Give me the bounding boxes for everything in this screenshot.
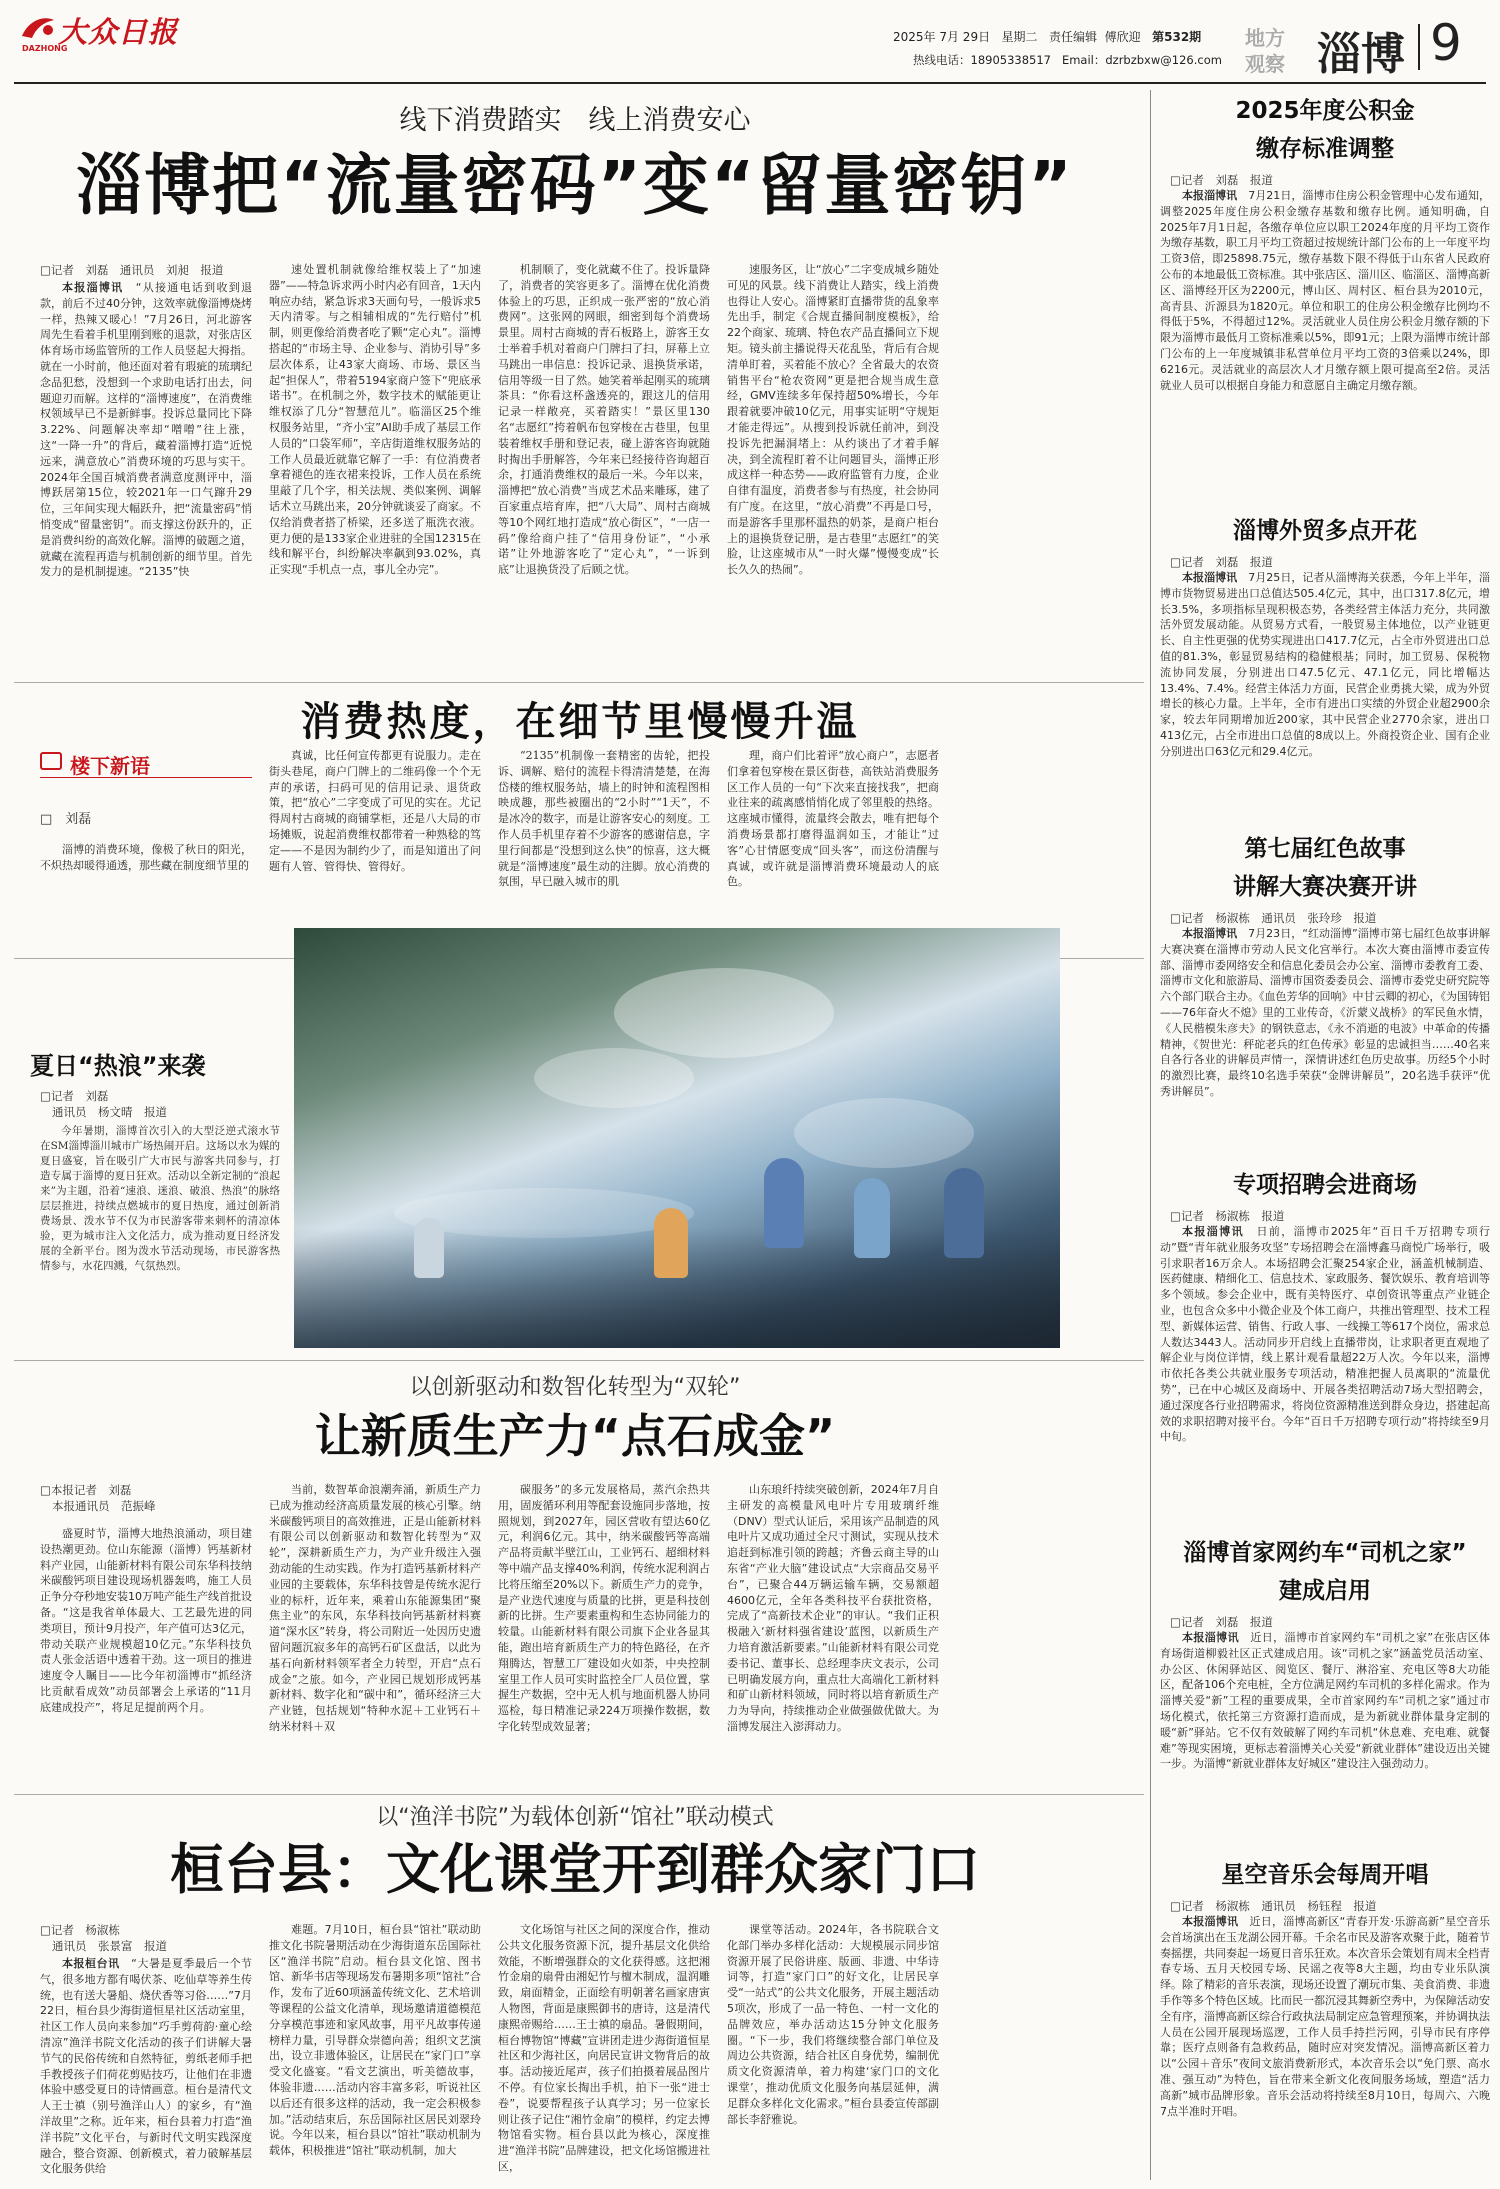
lead-kicker: 线下消费踏实 线上消费安心	[399, 105, 751, 136]
contact-info	[913, 52, 1222, 68]
huantai-column-2: 难题。7月10日，桓台县“馆社”联动助推文化书院暑期活动在少海街道东岳国际社区“渔洋书院”启动。桓台县文化馆、图书馆、新华书店等现场发布暑期多项“馆社”合作，发布了近60项涵盖传统文化、艺术培训等课程的公益文化清单，现场邀请道德模范分享模范事迹和家风故事，用平凡故事传递榜样力量，引导群众崇德向善；组织文艺演出，设立非遗体验区，让居民在“家门口”享受文化盛宴。“看文艺演出，听美德故事，体验非遗……活动内容丰富多彩，听说社区以后还有很多这样的活动，我一定会积极参加。”活动结束后，东岳国际社区居民刘翠玲说。今年以来，桓台县以“馆社”联动机制为载体，积极推进“馆社”联动机制，加大	[269, 1923, 481, 2158]
lead-byline: □记者 刘磊 通讯员 刘昶 报道	[40, 263, 224, 277]
sidebar-article	[1160, 1534, 1490, 1862]
photo-story-headline: 夏日“热浪”来袭	[30, 1052, 206, 1080]
sidebar-headline: 星空音乐会每周开唱	[1221, 1862, 1429, 1888]
lead-column-4: 速服务区，让“放心”二字变成城乡随处可见的风景。线下消费让人踏实，线上消费也得让人安心。淄博紧盯直播带货的乱象率先出手，制定《合规直播间制度模板》，给22个商家、琉璃、特色农产品直播间立下规矩。镜头前主播说得天花乱坠，背后有合规清单盯着，买着能不放心？全省最大的农资销售平台“枪农资网”更是把合规当成生意经，GMV连续多年保持超50%增长，今年跟着就要冲破10亿元，用事实证明“守规矩才能走得远”。从搜到投诉就任前冲，到没投诉先把漏洞堵上：从约谈出了才着手解决，到全流程盯着不让问题冒头，淄博正形成这样一种态势——政府监管有力度，企业自律有温度，消费者参与有热度，社会协同有广度。在这里，“放心消费”不再是口号，而是游客手里那杯温热的奶茶，是商户柜台上的退换货登记册，是古巷里“志愿红”的笑脸，让这座城市从“一时火爆”慢慢变成“长长久久的热闹”。	[727, 263, 939, 577]
photo-story-byline-2: 通讯员 杨文晴 报道	[52, 1105, 167, 1119]
section-rule	[14, 1360, 1144, 1361]
sidebar-headline: 2025年度公积金	[1235, 98, 1415, 124]
innovation-column-3: 碳服务”的多元发展格局，蒸汽余热共用，固废循环利用等配套设施同步落地，按照规划，到2027年，园区营收有望达60亿元，利润6亿元。其中，纳米碳酸钙等高端产品将贡献半壁江山，工业钙石、超细材料等中端产品支撑40%利润，传统水泥利润占比将压缩至20%以下。新质生产力的竞争，是产业迭代速度与质量的比拼，更是科技创新的比拼。生产要素重构和生态协同能力的较量。山能新材料有限公司旗下企业各显其能，跑出培育新质生产力的特色路径，在齐翔腾达，智慧工厂建设如火如荼，中央控制室里工作人员可实时监控全厂人员位置，掌握生产数据，空中无人机与地面机器人协同巡检，每日精准记录224万项操作数据，数字化转型成效显著；	[498, 1483, 710, 1733]
editor-label: 责任编辑	[1049, 30, 1098, 44]
masthead	[0, 0, 1500, 80]
sidebar-byline: □记者 刘磊 报道	[1170, 173, 1273, 187]
innovation-kicker: 以创新驱动和数智化转型为“双轮”	[409, 1375, 741, 1400]
huantai-kicker: 以“渔洋书院”为载体创新“馆社”联动模式	[376, 1805, 774, 1830]
lead-column-2: 速处置机制就像给维权装上了“加速器”——特急诉求两小时内必有回音，1天内响应办结，紧急诉求3天画句号，一般诉求5天内清零。与之相辅相成的“先行赔付”机制，则更像给消费者吃了颗“定心丸”。淄博搭起的“市场主导、企业参与、消协引导”多层次体系，让43家大商场、市场、景区当起“担保人”，带着5194家商户签下“兜底承诺书”。在机制之外，数字技术的赋能更让维权添了几分“智慧范儿”。临淄区25个维权服务站里，“齐小宝”AI助手成了基层工作人员的“口袋军师”，辛店街道维权服务站的工作人员最近就靠它解了一手：有位消费者拿着褪色的连衣裙来投诉，工作人员在系统里敲了几个字，相关法规、类似案例、调解话术立马跳出来，20分钟就谈妥了商家。不仅给消费者搭了桥梁，还多送了瓶洗衣液。更力便的是133家企业进驻的全国12315在线和解平台，纠纷解决率飙到93.02%，真正实现“手机点一点，事儿全办完”。	[269, 263, 481, 577]
photo-story-byline-1: □记者 刘磊	[40, 1089, 109, 1103]
sidebar-byline: □记者 刘磊 报道	[1170, 555, 1273, 569]
sidebar-headline: 淄博外贸多点开花	[1233, 518, 1417, 544]
masthead-divider	[1418, 24, 1420, 70]
sidebar-headline-2: 讲解大赛决赛开讲	[1233, 874, 1417, 900]
column-tag	[40, 748, 252, 778]
innovation-headline: 让新质生产力“点石成金”	[314, 1409, 836, 1463]
lead-column-1: 本报淄博讯 “从接通电话到收到退款，前后不过40分钟，这效率就像淄博烧烤一样，热辣又暖心！”7月26日，河北游客周先生看着手机里刚到账的退款，对张店区体育场市场监管所的工作人员竖起大拇指。就在一小时前，他还面对着有瑕疵的琉璃纪念品犯愁，没想到一个求助电话打出去，问题迎刃而解。这样的“淄博速度”，在消费维权领域早已不是新鲜事。投诉总量同比下降3.22%、问题解决率却“噌噌”往上涨，这“一降一升”的背后，藏着淄博打造“近悦远来，满意放心”消费环境的巧思与实干。2024年全国百城消费者满意度测评中，淄博跃居第15位，较2021年一口气蹿升29位，三年间实现大幅跃升，把“流量密码”悄悄变成“留量密钥”。而支撑这份跃升的，正是消费纠纷的高效化解。淄博的破题之道，就藏在流程再造与机制创新的细节里。首先发力的是机制提速。“2135”快	[40, 281, 252, 579]
sidebar-headline-2: 缴存标准调整	[1256, 136, 1394, 162]
lead-column-3: 机制顺了，变化就藏不住了。投诉量降了，消费者的笑容更多了。淄博在优化消费体验上的巧思，正织成一张严密的“放心消费网”。这张网的网眼，细密到每个消费场景里。周村古商城的青石板路上，游客王女士举着手机对着商户门牌扫了扫，屏幕上立马跳出一串信息：投诉记录、退换货承诺，信用等级一目了然。她笑着举起刚买的琉璃茶具：“你看这杯盏透亮的，跟这儿的信用记录一样敞亮，买着踏实！”景区里130名“志愿红”挎着帆布包穿梭在古巷里，包里装着维权手册和登记表，碰上游客咨询就随时掏出手册解答，今年来已经接待咨询超百余，打通消费维权的最后一米。今年以来，淄博把“放心消费”当成艺术品来雕琢，建了百家重点培育库，把“八大局”、周村古商城等10个网红地打造成“放心街区”，“一店一码”像给商户挂了“信用身份证”，“小承诺”让外地游客吃了“定心丸”，“一诉到底”让退换货没了后顾之忧。	[498, 263, 710, 577]
sidebar-byline: □记者 杨淑栋 通讯员 张玲珍 报道	[1170, 911, 1377, 925]
issue-number: 第532期	[1152, 30, 1202, 44]
huantai-dateline: 本报桓台讯	[62, 1957, 120, 1970]
sidebar-headline: 第七届红色故事	[1244, 836, 1406, 862]
section-small-1: 地方	[1245, 26, 1285, 50]
hotline: 热线电话：18905338517	[913, 53, 1051, 67]
section-name: 淄博	[1317, 29, 1405, 80]
sidebar-divider	[1150, 90, 1151, 2180]
sidebar-article	[1160, 830, 1490, 1190]
sidebar-article	[1160, 512, 1490, 822]
huantai-byline-2: 通讯员 张景富 报道	[52, 1939, 167, 1953]
column-headline: 消费热度，在细节里慢慢升温	[300, 699, 860, 745]
column-text-2: 真诚，比任何宣传都更有说服力。走在街头巷尾，商户门牌上的二维码像一个个无声的承诺，扫码可见的信用记录、退货政策，把“放心”二字变成了可见的实在。尤记得周村古商城的商铺掌柜，还是八大局的市场摊贩，说起消费维权都带着一种熟稔的笃定——不是因为制约少了，而是知道出了问题有人管、管得快、管得好。	[269, 749, 481, 873]
column-author: □ 刘磊	[40, 812, 92, 827]
editor-name: 傅欣迎	[1104, 30, 1141, 44]
column-text-3: “2135”机制像一套精密的齿轮，把投诉、调解、赔付的流程卡得清清楚楚，在海岱楼的维权服务站，墙上的时钟和流程图相映成趣，那些被圈出的“2小时”“1天”，不是冰冷的数字，而是让游客安心的刻度。工作人员手机里存着不少游客的感谢信息，字里行间都是“没想到这么快”的惊喜，这大概就是“淄博速度”最生动的注脚。放心消费的氛围，早已融入城市的肌	[498, 749, 710, 889]
sidebar-text: 本报淄博讯 7月23日，“红动淄博”淄博市第七届红色故事讲解大赛决赛在淄博市劳动人民文化宫举行。本次大赛由淄博市委宣传部、淄博市委网络安全和信息化委员会办公室、淄博市委教育工委、淄博市文化和旅游局、淄博市国资委委员会、淄博市委党史研究院等六个部门联合主办。《血色芳华的回响》中甘云卿的初心，《为国铸铝——76年奋火不熄》里的工业传奇，《沂蒙义战桥》的军民鱼水情，《人民楷模朱彦夫》的钢铁意志，《永不消逝的电波》中革命的传播精神，《贺世光：秤砣老兵的红色传承》彰显的忠诚担当……40名来自各行各业的讲解员声情一，深情讲述红色历史故事。历经5个小时的激烈比赛，最终10名选手荣获“金牌讲解员”，20名选手获评“优秀讲解员”。	[1160, 927, 1490, 1098]
column-tag-label: 楼下新语	[70, 754, 150, 778]
issue-info	[893, 28, 1201, 45]
sidebar-byline: □记者 刘磊 报道	[1170, 1615, 1273, 1629]
huantai-headline: 桓台县：文化课堂开到群众家门口	[170, 1838, 980, 1901]
innovation-byline-1: □本报记者 刘磊	[40, 1483, 132, 1497]
sidebar-article	[1160, 1166, 1490, 1542]
huantai-column-3: 文化场馆与社区之间的深度合作，推动公共文化服务资源下沉，提升基层文化供给效能，不断增强群众的文化获得感。这把湘竹金扇的扇骨由湘妃竹与檀木制成，温润雕致，扇面精金，正面绘有明朝著名画家唐寅人物图，背面是康熙御书的唐诗，这是清代康熙帝赐给……王士禛的扇品。暑假期间，桓台博物馆“博藏”宣讲团走进少海街道恒星社区和少海社区，向居民宣讲文物背后的故事。活动接近尾声，孩子们拍摄着展品图片不停。有位家长掏出手机，拍下一张“进士卷”，说要帮程孩子认真学习；另一位家长则让孩子记住“湘竹金扇”的模样，约定去博物馆看实物。桓台县以此为核心，深度推进“渔洋书院”品牌建设，把文化场馆搬进社区，	[498, 1923, 710, 2173]
page-number: 9	[1430, 14, 1462, 72]
sidebar-article	[1160, 1856, 1490, 2182]
sidebar-headline: 淄博首家网约车“司机之家”	[1183, 1540, 1467, 1566]
huantai-column-4: 课堂等活动。2024年，各书院联合文化部门举办多样化活动：大规模展示同步馆资源开展了民俗讲座、版画、非遗、中华诗词等，打造“家门口”的好文化，让居民享受“一站式”的公共文化服务，开展主题活动5项次，形成了一品一特色、一村一文化的品牌效应，举办活动达15分钟文化服务圈。“下一步，我们将继续整合部门单位及周边公共资源，结合社区自身优势，编制优质文化资源清单，着力构建‘家门口的文化课堂’，推动优质文化服务向基层延伸，满足群众多样化文化需求。”桓台县委宣传部副部长李舒雅说。	[727, 1923, 939, 2126]
masthead-rule	[14, 82, 1486, 84]
huantai-byline-1: □记者 杨淑栋	[40, 1923, 120, 1937]
photo-story-text: 今年暑期，淄博首次引入的大型泛逆式滚水节在SM淄博淄川城市广场热闹开启。这场以水为媒的夏日盛宴，旨在吸引广大市民与游客共同参与，打造专属于淄博的夏日狂欢。活动以全新定制的“浪起来”为主题，沿着“速浪、迷浪、破浪、热浪”的脉络层层推进，持续点燃城市的夏日热度，通过创新消费场景、泼水节不仅为市民游客带来刺杯的清凉体验，更为城市注入文化活力，成为推动夏日经济发展的全新平台。图为泼水节活动现场，市民游客热情参与，水花四溅，气氛热烈。	[40, 1125, 280, 1272]
lead-dateline: 本报淄博讯	[62, 281, 124, 294]
sidebar-article	[1160, 92, 1490, 500]
issue-date: 2025年 7月 29日	[893, 30, 991, 44]
column-text-4: 理，商户们比着评“放心商户”，志愿者们拿着包穿梭在景区街巷，高铁站消费服务区工作人员的一句“下次来直接找我”，把商业往来的疏离感悄悄化成了邻里般的热络。这座城市懂得，流量终会散去，唯有把每个消费场景都打磨得温润如玉，才能让“过客”心甘情愿变成“回头客”，而这份清醒与真诚，或许就是淄博消费环境最动人的底色。	[727, 749, 939, 889]
sidebar-text: 本报淄博讯 7月25日，记者从淄博海关获悉，今年上半年，淄博市货物贸易进出口总值达505.4亿元，其中，出口317.8亿元，增长3.5%，多项指标呈现积极态势，各类经营主体活力充分，共同激活外贸发展动能。从贸易方式看，一般贸易主体地位，以产业链更长、自主性更强的优势实现进出口417.7亿元，占全市外贸进出口总值的81.3%，彰显贸易结构的稳健根基；同时，加工贸易、保税物流协同发展，分别进出口47.5亿元、47.1亿元，同比增幅达13.4%、7.4%。经营主体活力方面，民营企业勇挑大梁，成为外贸增长的核心力量。上半年，全市有进出口实绩的外贸企业超2900余家，较去年同期增加近200家，其中民营企业2770余家，进出口413亿元，占全市进出口总值的8成以上。外商投资企业、国有企业分别进出口63亿元和29.4亿元。	[1160, 571, 1490, 758]
sidebar-byline: □记者 杨淑栋 报道	[1170, 1209, 1285, 1223]
newspaper-logo-icon	[20, 14, 56, 42]
sidebar-text: 本报淄博讯 7月21日，淄博市住房公积金管理中心发布通知，调整2025年度住房公积金缴存基数和缴存比例。通知明确，自2025年7月1日起，各缴存单位应以职工2024年度的月平均工资作为缴存基数，职工月平均工资超过按规统计部门公布的上一年度平均工资3倍，即25898.75元，缴存基数下限不得低于山东省人民政府公布的本地最低工资标准。其中张店区、淄川区、临淄区、淄博高新区、淄博经开区为2200元，博山区、周村区、桓台县为2010元，高青县、沂源县为1820元。单位和职工的住房公积金缴存比例均不得低于5%，不得超过12%。灵活就业人员住房公积金月缴存额的下限为淄博市最低月工资标准乘以5%，即91元；上限为淄博市统计部门公布的上一年度城镇非私营单位月平均工资的3倍乘以24%，即6216元。灵活就业的高层次人才月缴存额上限可提高至2倍。灵活就业人员可以根据自身能力和意愿自主确定月缴存额。	[1160, 189, 1490, 392]
innovation-column-1: 盛夏时节，淄博大地热浪涌动，项目建设热潮更劲。位山东能源（淄博）钙基新材料产业园，山能新材料有限公司东华科技纳米碳酸钙项目建设现场机器轰鸣，施工人员正争分夺秒地安装10万吨产能生产线首批设备。“这是我省单体最大、工艺最先进的同类项目，预计9月投产，年产值可达3亿元，带动关联产业规模超10亿元。”东华科技负责人张金活语中透着干劲。这一项目的推进速度令人瞩目——比今年初淄博市“抓经济比贡献看成效”动员部署会上承诺的“11月底建成投产”，将足足提前两个月。	[40, 1527, 252, 1714]
water-festival-photo	[294, 928, 1060, 1348]
huantai-column-1: 本报桓台讯 “大暑是夏季最后一个节气，很多地方都有喝伏茶、吃仙草等养生传统，也有送大暑船、烧伏香等习俗……”7月22日，桓台县少海街道恒星社区活动室里，社区工作人员向来参加“巧手剪荷韵·童心绘清凉”渔洋书院文化活动的孩子们讲解大暑节气的民俗传统和自然特征，剪纸老师手把手教授孩子们荷花剪贴技巧，让他们在非遗体验中感受夏日的诗情画意。桓台是清代文人王士禛（别号渔洋山人）的家乡，有“渔洋故里”之称。近年来，桓台县着力打造“渔洋书院”文化平台，与新时代文明实践深度融合，整合资源、创新模式，着力破解基层文化服务供给	[40, 1957, 252, 2176]
innovation-column-4: 山东琅纤持续突破创新，2024年7月自主研发的高模量风电叶片专用玻璃纤维（DNV）型式认证后，采用该产品制造的风电叶片又成功通过全尺寸测试，实现从技术追赶到标准引领的跨越；齐鲁云商主导的山东省“产业大脑”建设试点“大宗商品交易平台”，已聚合44万辆运输车辆，交易额超4600亿元，全年各类科技平台获批资格，完成了“高新技术企业”的审认。“我们正积极融入‘新材料强省建设’蓝图，以新质生产力培育激活新要素。”山能新材料有限公司党委书记、董事长、总经理李庆文表示，公司已明确发展方向，重点壮大高端化工新材料和矿山新材料领域，同时将以培育新质生产力为导向，持续推动企业做强做优做大。为淄博发展注入澎湃动力。	[727, 1483, 939, 1733]
innovation-column-2: 当前，数智革命浪潮奔涌，新质生产力已成为推动经济高质量发展的核心引擎。纳米碳酸钙项目的高效推进，正是山能新材料有限公司以创新驱动和数智化转型为“双轮”，深耕新质生产力，为产业升级注入强劲动能的生动实践。作为打造钙基新材料产业园的主要载体，东华科技曾是传统水泥行业的标杆，近年来，乘着山东能源集团“聚焦主业”的东风，东华科技向钙基新材料赛道“深水区”转身，将公司附近一处因历史遗留问题沉寂多年的高钙石矿区盘活，以此为基石向新材料领军者全力转型，开启“点石成金”之旅。如今，产业园已规划形成钙基新材料、数字化和“碳中和”，循环经济三大产业链，包括规划“特种水泥＋工业钙石＋纳米材料＋双	[269, 1483, 481, 1733]
newspaper-logo-sub: DAZHONG	[22, 44, 68, 53]
column-text-1: 淄博的消费环境，像极了秋日的阳光，不炽热却暖得通透，那些藏在制度细节里的	[40, 843, 252, 872]
sidebar-text: 本报淄博讯 日前，淄博市2025年“百日千万招聘专项行动”暨“青年就业服务攻坚”专场招聘会在淄博鑫马商悦广场举行，吸引求职者16万余人。本场招聘会汇聚254家企业，涵盖机械制造、医药健康、精细化工、信息技术、家政服务、餐饮娱乐、教育培训等多个领域。参会企业中，既有美特医疗、卓创资讯等重点产业链企业，也包含众多中小微企业及个体工商户，共推出管理型、技术工程型、新媒体运营、销售、行政人事、一线操工等617个岗位，需求总人数达3443人。活动同步开启线上直播带岗，让求职者更直观地了解企业与岗位详情，线上累计观看量超22万人次。今年以来，淄博市依托各类公共就业服务专项活动，精准把握人员离职的“流量优势”，已在中心城区及商场中、开展各类招聘活动7场大型招聘会，通过深度各行业招聘需求，将岗位资源精准送到群众身边，搭建起高效的求职招聘对接平台。今年“百日千万招聘专项行动”将持续至9月中旬。	[1160, 1225, 1490, 1444]
email: Email：dzrbzbxw@126.com	[1061, 53, 1222, 67]
sidebar-byline: □记者 杨淑栋 通讯员 杨钰程 报道	[1170, 1899, 1377, 1913]
section-rule	[14, 1794, 1144, 1795]
sidebar-headline: 专项招聘会进商场	[1233, 1172, 1417, 1198]
newspaper-logo: 大众日报	[58, 15, 179, 49]
issue-weekday: 星期二	[1001, 30, 1038, 44]
section-small-2: 观察	[1245, 52, 1285, 76]
sidebar-headline-2: 建成启用	[1279, 1578, 1371, 1604]
lead-headline: 淄博把“流量密码”变“留量密钥”	[76, 147, 1074, 224]
sidebar-text: 本报淄博讯 近日，淄博高新区“青春开发·乐游高新”星空音乐会首场演出在玉龙湖公园开幕。千余名市民及游客欢聚于此，随着节奏摇摆，共同奏起一场夏日音乐狂欢。本次音乐会策划有周末全档青春专场、五月天校园专场、民谣之夜等8大主题，均由专业乐队演绎。除了精彩的音乐表演，现场还设置了潮玩市集、美食消费、非遗手作等多个特色区域。比而民一都沉浸其舞新空秀中，为保障活动安全有序，淄博高新区综合行政执法局制定应急管理预案，并协调执法人员在公园开展现场巡逻，工作人员手持拦污网，引导市民有序停靠；医疗点则备有急救药品，随时应对突发情况。淄博高新区着力以“公园＋音乐”夜间文旅消费新形式，本次音乐会以“免门票、高水准、强互动”为特色，旨在带来全新文化夜间服务场域，塑造“活力高新”城市品牌形象。音乐会活动将持续至8月10日，每周六、六晚7点半准时开唱。	[1160, 1915, 1490, 2118]
sidebar-text: 本报淄博讯 近日，淄博市首家网约车“司机之家”在张店区体育场街道柳毅社区正式建成启用。该“司机之家”涵盖党员活动室、办公区、休闲驿站区、阅览区、餐厅、淋浴室、充电区等8大功能区，配备106个充电桩，全方位满足网约车司机的多样化需求。作为淄博关爱“新”工程的重要成果，全市首家网约车“司机之家”通过市场化模式，依托第三方资源打造而成，是为新就业群体量身定制的暖“新”驿站。它不仅有效破解了网约车司机“休息难、充电难、就餐难”等现实困境，更标志着淄博关心关爱“新就业群体”建设迈出关键一步。为淄博“新就业群体友好城区”建设注入强劲动力。	[1160, 1631, 1490, 1771]
chat-bubble-icon	[40, 752, 62, 770]
section-rule	[14, 682, 1144, 683]
innovation-byline-2: 本报通讯员 范振峰	[52, 1499, 156, 1513]
